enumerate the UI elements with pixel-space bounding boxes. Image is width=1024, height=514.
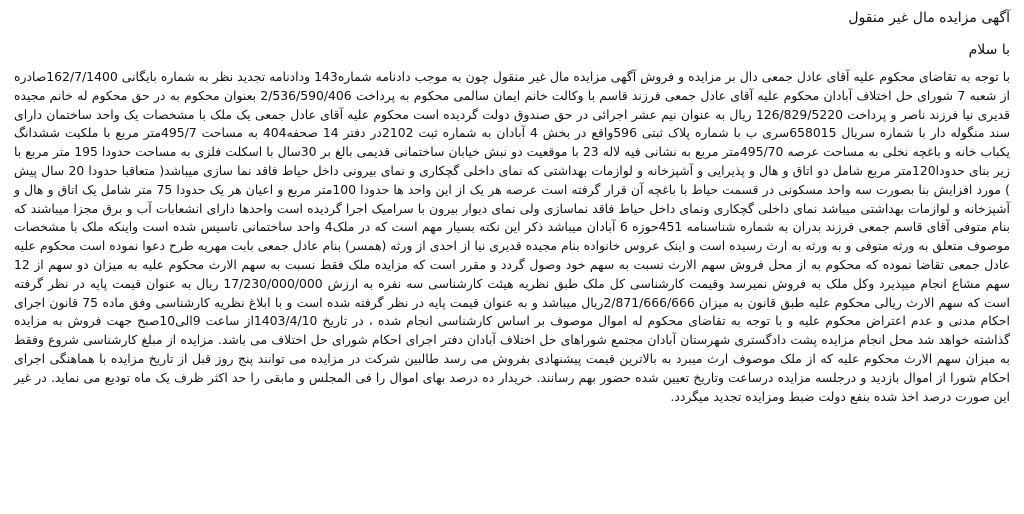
notice-body: با توجه به تقاضای محکوم علیه آقای عادل جمعی دال بر مزایده و فروش آگهی مزایده مال غیر منقول چون به موجب دادنامه شماره143 ودادنامه تجدید نظر به شماره بایگانی 162/7/1400صادره از شعبه 7 شورای حل اختلاف آبادان محکوم علیه آقای عادل جمعی فرزند قاسم با وکالت خانم ایمان سالمی محکوم به پرداخت 2/536/590/406 بعنوان محکوم به در حق محکوم له خانم مجیده قدیری نیا فرزند ناصر و پرداخت 126/829/5220 ریال به عنوان نیم عشر اجرائی در حق صندوق دولت گردیده است محکوم علیه آقای عادل جمعی یک ملک با مشخصات یک واحد ساختمان دارای سند منگوله دار با شماره سریال 658015سری ب با شماره پلاک ثبتی 596واقع در بخش 4 آبادان به شماره ثبت 2102در دفتر 14 صحفه404 به مساحت 495/7متر مربع با ملکیت ششدانگ یکباب خانه و باغچه نخلی به مساحت عرصه 495/70متر مربع به نشانی فیه لاله 23 با موقعیت دو نبش خیابان ساختمانی قدیمی بالغ بر 30سال با اسکلت فلزی به مساحت حدودا 195 متر مربع با زیر بنای حدودا120متر مربع شامل دو اتاق و هال و پذیرایی و آشپزخانه و لوازمات بهداشتی که نمای داخلی گچکاری و نمای بیرونی داخل حیاط فاقد نما سازی میباشد( متعاقبا حدودا 20 سال پیش ) مورد افزایش بنا بصورت سه واحد مسکونی در قسمت حیاط با باغچه آن قرار گرفته است عرصه هر یک از این واحد ها حدودا 100متر مربع و اعیان هر یک حدودا 75 متر شامل یک اتاق و هال و آشپزخانه و لوازمات بهداشتی میباشد نمای داخلی گچکاری ونمای داخل حیاط فاقد نماسازی ولی نمای دیوار بیرون با سرامیک اجرا گردیده است واحدها دارای انشعابات آب و برق مجزا میباشند که بنام متوفی آقای قاسم جمعی فرزند بدران به شماره شناسنامه 451حوزه 6 آبادان میباشد ذکر این نکته بسیار مهم است که در ملک4 واحد ساختمانی تاسیس شده است واینکه ملک با مشخصات موصوف متعلق به ورثه متوفی و به ورثه به ارث رسیده است و اینک عروس خانواده بنام مجیده قدیری نیا از احدی از ورثه (همسر) بنام عادل جمعی بابت مهریه طرح دعوا نموده است محکوم علیه عادل جمعی تقاضا نموده که محکوم به از محل فروش سهم الارث نسبت به سهم خود وصول گردد و مقرر است که مزایده ملک فقط نسبت به سهم الارث محکوم علیه به میزان دو سهم از 12 سهم مشاع انجام میپذیرد وکل ملک به فروش نمیرسد وقیمت کارشناسی کل ملک طبق نظریه هیئت کارشناسی سه نفره به ارزش 17/230/000/000 ریال به عنوان قیمت پایه در نظر گرفته است که سهم الارث ریالی محکوم علیه طبق قانون به میزان 2/871/666/666ریال میباشد و به عنوان قیمت پایه در نظر گرفته شده است و با ابلاغ نظریه کارشناسی وفق ماده 75 قانون اجرای احکام مدنی و عدم اعتراض محکوم علیه و با توجه به تقاضای محکوم له اموال موصوف بر اساس کارشناسی انجام شده ، در تاریخ 1403/4/10از ساعت 9الی10صبح جهت فروش به مزایده گذاشته خواهد شد محل انجام مزایده پشت دادگستری شهرستان آبادان مجتمع شوراهای حل اختلاف آبادان دفتر اجرای احکام شورای حل اختلاف می باشد. مزایده از مبلغ کارشناسی شروع وفقط به میزان سهم الارث محکوم علیه که از ملک موصوف ارث میبرد به بالاترین قیمت پیشنهادی بفروش می رسد طالبین شرکت در مزایده می توانند پنج روز قبل از تاریخ مزایده با هماهنگی اجرای احکام شورا از اموال بازدید و درجلسه مزایده درساعت وتاریخ تعیین شده حضور بهم رسانند. خریدار ده درصد بهای اموال را فی المجلس و مابقی را حد اکثر ظرف یک ماه تودیع می نماید. در غیر این صورت درصد اخذ شده بنفع دولت ضبط ومزایده تجدید میگردد.: [14, 69, 1011, 404]
notice-greeting: با سلام: [968, 42, 1010, 58]
notice-title: آگهی مزایده مال غیر منقول: [848, 10, 1010, 26]
